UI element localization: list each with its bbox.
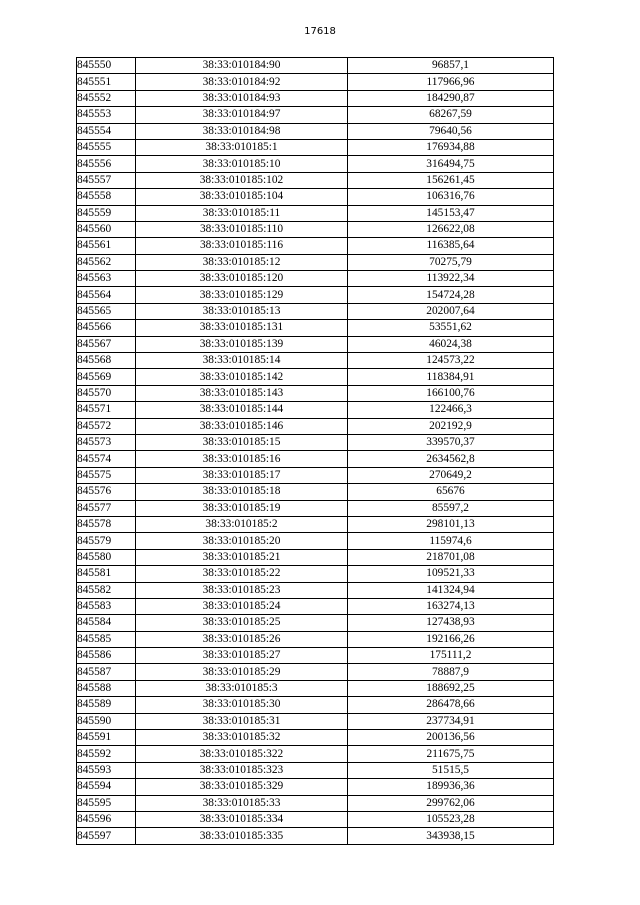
value-cell: 188692,25 <box>348 680 554 696</box>
value-cell: 126622,08 <box>348 221 554 237</box>
table-body <box>77 58 554 845</box>
row-id-cell: 845574 <box>77 451 136 467</box>
value-cell: 176934,88 <box>348 139 554 155</box>
cadastral-number-cell: 38:33:010185:25 <box>136 615 348 631</box>
cadastral-number-cell: 38:33:010185:18 <box>136 484 348 500</box>
table-row <box>77 402 554 418</box>
cadastral-number-cell: 38:33:010185:11 <box>136 205 348 221</box>
table-row <box>77 795 554 811</box>
value-cell: 53551,62 <box>348 320 554 336</box>
row-id-cell: 845576 <box>77 484 136 500</box>
cadastral-number-cell: 38:33:010185:22 <box>136 566 348 582</box>
cadastral-number-cell: 38:33:010185:32 <box>136 730 348 746</box>
cadastral-number-cell: 38:33:010185:17 <box>136 467 348 483</box>
table-row <box>77 271 554 287</box>
table-row <box>77 811 554 827</box>
value-cell: 192166,26 <box>348 631 554 647</box>
cadastral-number-cell: 38:33:010185:30 <box>136 697 348 713</box>
page-number: 17618 <box>304 26 336 37</box>
value-cell: 175111,2 <box>348 648 554 664</box>
value-cell: 117966,96 <box>348 74 554 90</box>
table-row <box>77 205 554 221</box>
table-row <box>77 287 554 303</box>
cadastral-number-cell: 38:33:010185:116 <box>136 238 348 254</box>
cadastral-number-cell: 38:33:010185:10 <box>136 156 348 172</box>
value-cell: 156261,45 <box>348 172 554 188</box>
row-id-cell: 845594 <box>77 779 136 795</box>
cadastral-number-cell: 38:33:010185:24 <box>136 598 348 614</box>
cadastral-number-cell: 38:33:010185:15 <box>136 434 348 450</box>
table-row <box>77 779 554 795</box>
cadastral-number-cell: 38:33:010185:131 <box>136 320 348 336</box>
cadastral-number-cell: 38:33:010185:27 <box>136 648 348 664</box>
cadastral-number-cell: 38:33:010185:146 <box>136 418 348 434</box>
value-cell: 105523,28 <box>348 811 554 827</box>
table-row <box>77 107 554 123</box>
value-cell: 298101,13 <box>348 516 554 532</box>
row-id-cell: 845585 <box>77 631 136 647</box>
row-id-cell: 845557 <box>77 172 136 188</box>
cadastral-number-cell: 38:33:010185:104 <box>136 189 348 205</box>
row-id-cell: 845556 <box>77 156 136 172</box>
table-row <box>77 58 554 74</box>
value-cell: 218701,08 <box>348 549 554 565</box>
table-row <box>77 418 554 434</box>
row-id-cell: 845551 <box>77 74 136 90</box>
cadastral-number-cell: 38:33:010185:139 <box>136 336 348 352</box>
cadastral-number-cell: 38:33:010185:335 <box>136 828 348 844</box>
value-cell: 106316,76 <box>348 189 554 205</box>
value-cell: 122466,3 <box>348 402 554 418</box>
cadastral-number-cell: 38:33:010185:19 <box>136 500 348 516</box>
cadastral-number-cell: 38:33:010185:144 <box>136 402 348 418</box>
value-cell: 96857,1 <box>348 58 554 74</box>
value-cell: 68267,59 <box>348 107 554 123</box>
row-id-cell: 845596 <box>77 811 136 827</box>
row-id-cell: 845581 <box>77 566 136 582</box>
row-id-cell: 845584 <box>77 615 136 631</box>
row-id-cell: 845597 <box>77 828 136 844</box>
cadastral-number-cell: 38:33:010185:21 <box>136 549 348 565</box>
row-id-cell: 845593 <box>77 762 136 778</box>
table-row <box>77 467 554 483</box>
table-row <box>77 90 554 106</box>
value-cell: 116385,64 <box>348 238 554 254</box>
value-cell: 65676 <box>348 484 554 500</box>
table-row <box>77 549 554 565</box>
row-id-cell: 845577 <box>77 500 136 516</box>
cadastral-number-cell: 38:33:010185:322 <box>136 746 348 762</box>
cadastral-number-cell: 38:33:010185:33 <box>136 795 348 811</box>
row-id-cell: 845575 <box>77 467 136 483</box>
row-id-cell: 845565 <box>77 303 136 319</box>
cadastral-number-cell: 38:33:010185:120 <box>136 271 348 287</box>
cadastral-number-cell: 38:33:010185:110 <box>136 221 348 237</box>
row-id-cell: 845573 <box>77 434 136 450</box>
table-row <box>77 730 554 746</box>
table-row <box>77 631 554 647</box>
table-row <box>77 713 554 729</box>
table-row <box>77 533 554 549</box>
cadastral-number-cell: 38:33:010185:20 <box>136 533 348 549</box>
row-id-cell: 845571 <box>77 402 136 418</box>
value-cell: 78887,9 <box>348 664 554 680</box>
value-cell: 316494,75 <box>348 156 554 172</box>
row-id-cell: 845588 <box>77 680 136 696</box>
value-cell: 118384,91 <box>348 369 554 385</box>
cadastral-number-cell: 38:33:010185:142 <box>136 369 348 385</box>
table-row <box>77 172 554 188</box>
value-cell: 163274,13 <box>348 598 554 614</box>
value-cell: 2634562,8 <box>348 451 554 467</box>
cadastral-number-cell: 38:33:010185:14 <box>136 353 348 369</box>
value-cell: 202192,9 <box>348 418 554 434</box>
cadastral-number-cell: 38:33:010185:1 <box>136 139 348 155</box>
table-row <box>77 434 554 450</box>
cadastral-number-cell: 38:33:010185:143 <box>136 385 348 401</box>
value-cell: 141324,94 <box>348 582 554 598</box>
cadastral-number-cell: 38:33:010185:323 <box>136 762 348 778</box>
table-row <box>77 123 554 139</box>
table-row <box>77 582 554 598</box>
table-row <box>77 303 554 319</box>
cadastral-number-cell: 38:33:010185:12 <box>136 254 348 270</box>
row-id-cell: 845586 <box>77 648 136 664</box>
row-id-cell: 845590 <box>77 713 136 729</box>
table-row <box>77 664 554 680</box>
row-id-cell: 845563 <box>77 271 136 287</box>
value-cell: 70275,79 <box>348 254 554 270</box>
row-id-cell: 845558 <box>77 189 136 205</box>
row-id-cell: 845552 <box>77 90 136 106</box>
cadastral-number-cell: 38:33:010185:334 <box>136 811 348 827</box>
cadastral-number-cell: 38:33:010185:3 <box>136 680 348 696</box>
table-row <box>77 320 554 336</box>
value-cell: 85597,2 <box>348 500 554 516</box>
row-id-cell: 845564 <box>77 287 136 303</box>
row-id-cell: 845580 <box>77 549 136 565</box>
value-cell: 299762,06 <box>348 795 554 811</box>
value-cell: 127438,93 <box>348 615 554 631</box>
table-row <box>77 566 554 582</box>
table-row <box>77 189 554 205</box>
value-cell: 154724,28 <box>348 287 554 303</box>
row-id-cell: 845582 <box>77 582 136 598</box>
table-row <box>77 762 554 778</box>
table-row <box>77 680 554 696</box>
cadastral-number-cell: 38:33:010185:29 <box>136 664 348 680</box>
cadastral-number-cell: 38:33:010184:90 <box>136 58 348 74</box>
cadastral-number-cell: 38:33:010185:26 <box>136 631 348 647</box>
table-row <box>77 746 554 762</box>
row-id-cell: 845587 <box>77 664 136 680</box>
value-cell: 202007,64 <box>348 303 554 319</box>
row-id-cell: 845592 <box>77 746 136 762</box>
value-cell: 286478,66 <box>348 697 554 713</box>
value-cell: 166100,76 <box>348 385 554 401</box>
row-id-cell: 845562 <box>77 254 136 270</box>
row-id-cell: 845572 <box>77 418 136 434</box>
table-row <box>77 238 554 254</box>
table-row <box>77 828 554 844</box>
data-table <box>76 57 554 845</box>
table-row <box>77 156 554 172</box>
row-id-cell: 845595 <box>77 795 136 811</box>
table-row <box>77 484 554 500</box>
cadastral-number-cell: 38:33:010185:23 <box>136 582 348 598</box>
cadastral-number-cell: 38:33:010185:16 <box>136 451 348 467</box>
value-cell: 270649,2 <box>348 467 554 483</box>
cadastral-number-cell: 38:33:010184:98 <box>136 123 348 139</box>
value-cell: 339570,37 <box>348 434 554 450</box>
cadastral-number-cell: 38:33:010185:129 <box>136 287 348 303</box>
cadastral-number-cell: 38:33:010185:31 <box>136 713 348 729</box>
row-id-cell: 845555 <box>77 139 136 155</box>
cadastral-number-cell: 38:33:010184:92 <box>136 74 348 90</box>
value-cell: 109521,33 <box>348 566 554 582</box>
row-id-cell: 845566 <box>77 320 136 336</box>
table-row <box>77 451 554 467</box>
cadastral-number-cell: 38:33:010185:2 <box>136 516 348 532</box>
table-row <box>77 139 554 155</box>
table-row <box>77 598 554 614</box>
table-row <box>77 648 554 664</box>
row-id-cell: 845561 <box>77 238 136 254</box>
table-row <box>77 353 554 369</box>
table-row <box>77 221 554 237</box>
value-cell: 79640,56 <box>348 123 554 139</box>
value-cell: 184290,87 <box>348 90 554 106</box>
value-cell: 124573,22 <box>348 353 554 369</box>
row-id-cell: 845570 <box>77 385 136 401</box>
value-cell: 189936,36 <box>348 779 554 795</box>
row-id-cell: 845550 <box>77 58 136 74</box>
table-row <box>77 500 554 516</box>
row-id-cell: 845589 <box>77 697 136 713</box>
row-id-cell: 845579 <box>77 533 136 549</box>
value-cell: 51515,5 <box>348 762 554 778</box>
table-row <box>77 74 554 90</box>
table-row <box>77 254 554 270</box>
cadastral-number-cell: 38:33:010185:102 <box>136 172 348 188</box>
value-cell: 237734,91 <box>348 713 554 729</box>
value-cell: 200136,56 <box>348 730 554 746</box>
cadastral-number-cell: 38:33:010185:329 <box>136 779 348 795</box>
row-id-cell: 845567 <box>77 336 136 352</box>
value-cell: 211675,75 <box>348 746 554 762</box>
row-id-cell: 845553 <box>77 107 136 123</box>
row-id-cell: 845559 <box>77 205 136 221</box>
cadastral-number-cell: 38:33:010184:93 <box>136 90 348 106</box>
table-row <box>77 516 554 532</box>
table-row <box>77 697 554 713</box>
table-row <box>77 385 554 401</box>
table-row <box>77 615 554 631</box>
table-row <box>77 369 554 385</box>
cadastral-number-cell: 38:33:010185:13 <box>136 303 348 319</box>
row-id-cell: 845560 <box>77 221 136 237</box>
row-id-cell: 845578 <box>77 516 136 532</box>
value-cell: 46024,38 <box>348 336 554 352</box>
row-id-cell: 845568 <box>77 353 136 369</box>
row-id-cell: 845569 <box>77 369 136 385</box>
table-row <box>77 336 554 352</box>
value-cell: 113922,34 <box>348 271 554 287</box>
value-cell: 145153,47 <box>348 205 554 221</box>
value-cell: 343938,15 <box>348 828 554 844</box>
row-id-cell: 845591 <box>77 730 136 746</box>
value-cell: 115974,6 <box>348 533 554 549</box>
cadastral-number-cell: 38:33:010184:97 <box>136 107 348 123</box>
row-id-cell: 845554 <box>77 123 136 139</box>
row-id-cell: 845583 <box>77 598 136 614</box>
